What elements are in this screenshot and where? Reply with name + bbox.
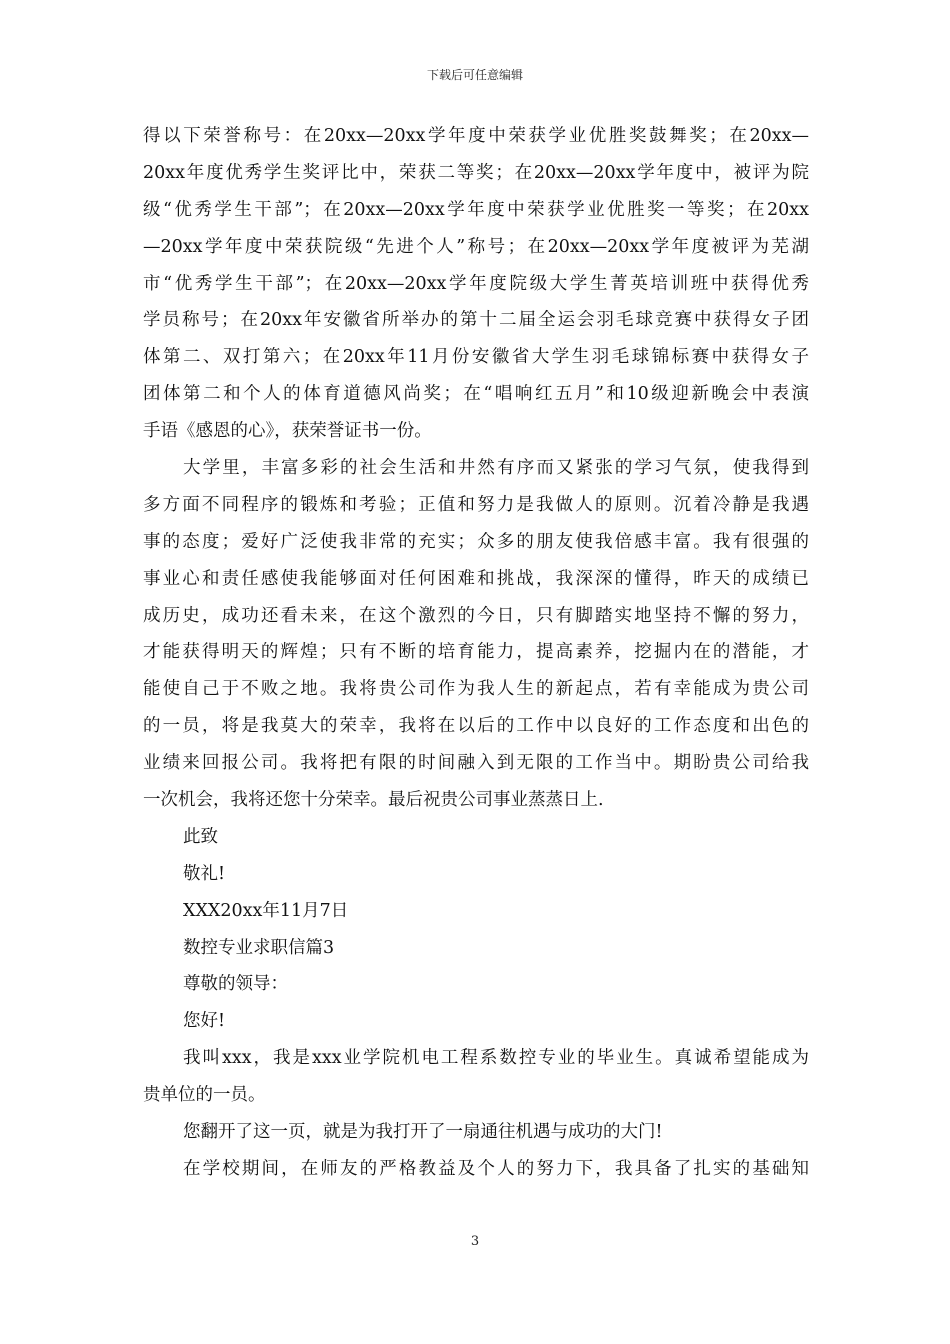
body-line: 我叫xxx，我是xxx业学院机电工程系数控专业的毕业生。真诚希望能成为 bbox=[183, 1048, 809, 1069]
body-line: 才能获得明天的辉煌；只有不断的培育能力，提高素养，挖掘内在的潜能，才 bbox=[143, 642, 809, 663]
body-line: 您翻开了这一页，就是为我打开了一扇通往机遇与成功的大门! bbox=[183, 1122, 663, 1143]
body-line: 在学校期间，在师友的严格教益及个人的努力下，我具备了扎实的基础知 bbox=[183, 1158, 809, 1179]
body-line: 体第二、双打第六；在20xx年11月份安徽省大学生羽毛球锦标赛中获得女子 bbox=[143, 347, 809, 368]
section-title: 数控专业求职信篇3 bbox=[183, 937, 335, 958]
body-line: —20xx学年度中荣获院级“先进个人”称号；在20xx—20xx学年度被评为芜湖 bbox=[143, 236, 809, 257]
page-header: 下载后可任意编辑 bbox=[426, 68, 523, 82]
greeting-recipient: 尊敬的领导： bbox=[183, 974, 288, 995]
body-line: 级“优秀学生干部”；在20xx—20xx学年度中荣获学业优胜奖一等奖；在20xx bbox=[143, 199, 809, 220]
greeting: 您好! bbox=[183, 1011, 226, 1032]
body-line: 得以下荣誉称号：在20xx—20xx学年度中荣获学业优胜奖鼓舞奖；在20xx— bbox=[143, 126, 809, 146]
body-line: 事的态度；爱好广泛使我非常的充实；众多的朋友使我倍感丰富。我有很强的 bbox=[143, 531, 809, 552]
body-line: 业绩来回报公司。我将把有限的时间融入到无限的工作当中。期盼贵公司给我 bbox=[143, 753, 809, 774]
body-line: 市“优秀学生干部”；在20xx—20xx学年度院级大学生菁英培训班中获得优秀 bbox=[143, 273, 809, 294]
body-line: 手语《感恩的心》，获荣誉证书一份。 bbox=[143, 421, 432, 442]
body-line: 多方面不同程序的锻炼和考验；正值和努力是我做人的原则。沉着冷静是我遇 bbox=[143, 494, 809, 515]
document-body bbox=[143, 118, 809, 1188]
body-line: 贵单位的一员。 bbox=[143, 1085, 266, 1106]
body-line: 能使自己于不败之地。我将贵公司作为我人生的新起点，若有幸能成为贵公司 bbox=[143, 679, 809, 700]
signature-date: XXX20xx年11月7日 bbox=[183, 900, 349, 921]
closing-regards: 敬礼! bbox=[183, 863, 226, 884]
closing-salutation: 此致 bbox=[183, 826, 218, 847]
body-line: 20xx年度优秀学生奖评比中，荣获二等奖；在20xx—20xx学年度中，被评为院 bbox=[143, 162, 809, 183]
body-line: 的一员，将是我莫大的荣幸，我将在以后的工作中以良好的工作态度和出色的 bbox=[143, 716, 809, 737]
body-line: 大学里，丰富多彩的社会生活和井然有序而又紧张的学习气氛，使我得到 bbox=[183, 458, 809, 479]
body-line: 事业心和责任感使我能够面对任何困难和挑战，我深深的懂得，昨天的成绩已 bbox=[143, 568, 809, 589]
body-line: 成历史，成功还看未来，在这个激烈的今日，只有脚踏实地坚持不懈的努力， bbox=[143, 605, 809, 626]
body-line: 学员称号；在20xx年安徽省所举办的第十二届全运会羽毛球竞赛中获得女子团 bbox=[143, 310, 809, 331]
page-number: 3 bbox=[470, 1234, 480, 1249]
body-line: 团体第二和个人的体育道德风尚奖；在“唱响红五月”和10级迎新晚会中表演 bbox=[143, 384, 809, 405]
body-line: 一次机会，我将还您十分荣幸。最后祝贵公司事业蒸蒸日上. bbox=[143, 790, 604, 811]
